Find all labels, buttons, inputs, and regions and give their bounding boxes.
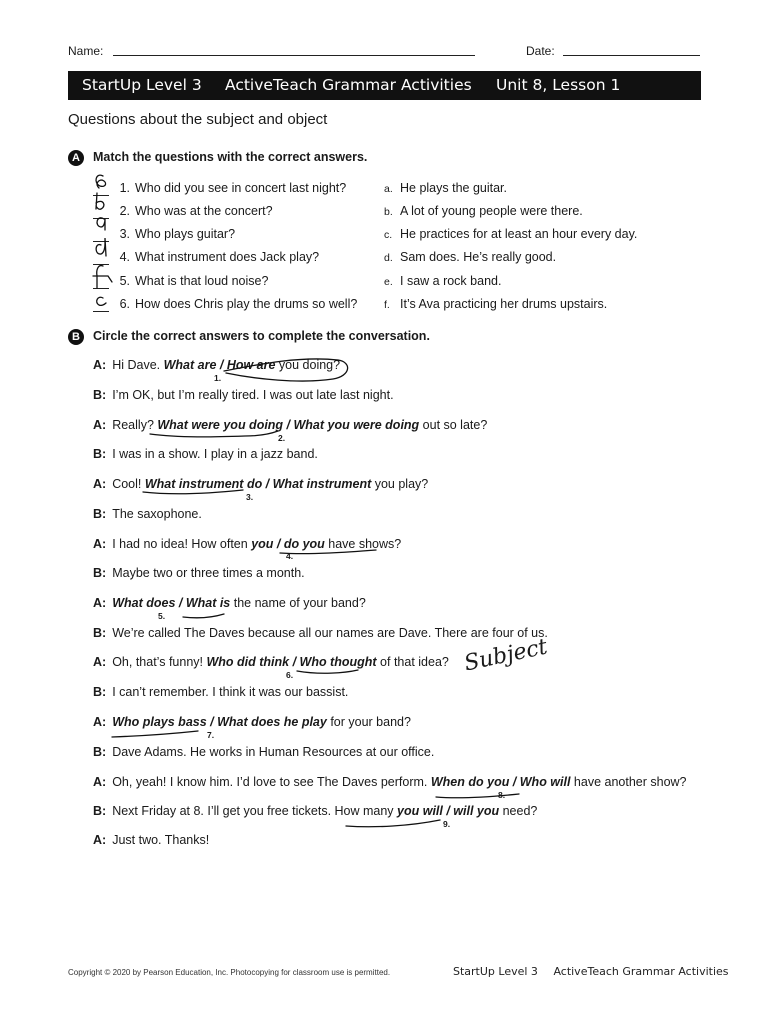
name-label: Name: [68,44,104,58]
answer-blank[interactable] [93,195,109,196]
conversation-line: B: The saxophone. [93,507,202,521]
underline-choice-6 [297,670,358,673]
question-item: 3. Who plays guitar? [119,227,236,241]
conversation-line: A: Who plays bass / What does he play for your band? [93,715,411,729]
handwritten-answer-f [93,266,112,288]
answer-item: a. He plays the guitar. [384,181,508,195]
underline-choice-5 [183,614,224,618]
section-a-instruction: Match the questions with the correct answers. [93,150,368,164]
banner-book: StartUp Level 3 [82,76,202,94]
answer-blank[interactable] [93,288,109,289]
answer-blank[interactable] [93,264,109,265]
item-number: 5. [158,611,166,621]
handwritten-note: Subject [462,634,550,677]
item-number: 6. [286,670,294,680]
item-number: 9. [443,819,451,829]
item-number: 8. [498,790,506,800]
date-label: Date: [526,44,555,58]
conversation-line: B: I can’t remember. I think it was our bassist. [93,685,349,699]
answer-choice[interactable]: What instrument do / What instrument [144,477,372,491]
answer-item: e. I saw a rock band. [384,274,502,288]
section-b-badge: B [68,329,84,345]
banner-unit: Unit 8, Lesson 1 [496,76,621,94]
conversation-line: B: I’m OK, but I’m really tired. I was out late last night. [93,388,394,402]
answer-choice[interactable]: Who plays bass / What does he play [112,715,327,729]
item-number: 4. [286,551,294,561]
answer-choice[interactable]: What are / How are [163,358,276,372]
answer-item: c. He practices for at least an hour every day. [384,227,638,241]
footer-title [453,965,729,978]
handwritten-answer-a [97,218,105,230]
conversation-line: A: Hi Dave. What are / How are you doing? [93,358,341,372]
answer-choice[interactable]: What were you doing / What you were doing [157,418,420,432]
question-item: 5. What is that loud noise? [119,274,269,288]
conversation-line: B: Dave Adams. He works in Human Resources at our office. [93,745,435,759]
question-item: 4. What instrument does Jack play? [119,250,320,264]
conversation-line: A: Oh, that’s funny! Who did think / Who thought of that idea? [93,655,449,669]
conversation-line: B: Next Friday at 8. I’ll get you free tickets. How many you will / will you need? [93,804,538,818]
answer-blank[interactable] [93,241,109,242]
answer-choice[interactable]: What does / What is [112,596,231,610]
conversation-line: A: Just two. Thanks! [93,833,210,847]
copyright: Copyright © 2020 by Pearson Education, Inc. Photocopying for classroom use is permitted. [68,968,391,977]
answer-blank[interactable] [93,311,109,312]
banner-product: ActiveTeach Grammar Activities [225,76,472,94]
answer-choice[interactable]: Who did think / Who thought [206,655,377,669]
underline-choice-7 [112,731,198,737]
underline-choice-8 [436,794,519,798]
answer-item: f. It’s Ava practicing her drums upstairs. [384,297,608,311]
conversation-line: B: Maybe two or three times a month. [93,566,305,580]
conversation-line: B: I was in a show. I play in a jazz band. [93,447,318,461]
underline-choice-9 [346,820,440,827]
question-item: 2. Who was at the concert? [119,204,273,218]
question-item: 1. Who did you see in concert last night? [119,181,347,195]
conversation-line: A: Really? What were you doing / What you were doing out so late? [93,418,488,432]
answer-choice[interactable]: you / do you [251,537,325,551]
handwritten-answer-e [96,175,106,188]
item-number: 3. [246,492,254,502]
name-line [113,55,475,56]
conversation-line: A: Cool! What instrument do / What instrument you play? [93,477,429,491]
section-a-badge: A [68,150,84,166]
date-line [563,55,700,56]
footer-product: ActiveTeach Grammar Activities [553,965,729,978]
section-b-instruction: Circle the correct answers to complete the conversation. [93,329,430,343]
item-number: 2. [278,433,286,443]
footer-book: StartUp Level 3 [453,965,538,978]
conversation-line: A: What does / What is the name of your band? [93,596,366,610]
title-banner [68,71,701,100]
answer-choice[interactable]: you will / will you [397,804,500,818]
conversation-line: B: We’re called The Daves because all our names are Dave. There are four of us. [93,626,548,640]
conversation-line: A: Oh, yeah! I know him. I’d love to see The Daves perform. When do you / Who will have another show? [93,775,687,789]
answer-blank[interactable] [93,218,109,219]
answer-choice[interactable]: When do you / Who will [430,775,571,789]
item-number: 1. [214,373,222,383]
handwritten-answer-c [97,297,106,305]
answer-item: d. Sam does. He’s really good. [384,250,557,264]
answer-item: b. A lot of young people were there. [384,204,583,218]
conversation-line: A: I had no idea! How often you / do you have shows? [93,537,402,551]
question-item: 6. How does Chris play the drums so well? [119,297,358,311]
page-subtitle: Questions about the subject and object [68,111,328,128]
item-number: 7. [207,730,215,740]
